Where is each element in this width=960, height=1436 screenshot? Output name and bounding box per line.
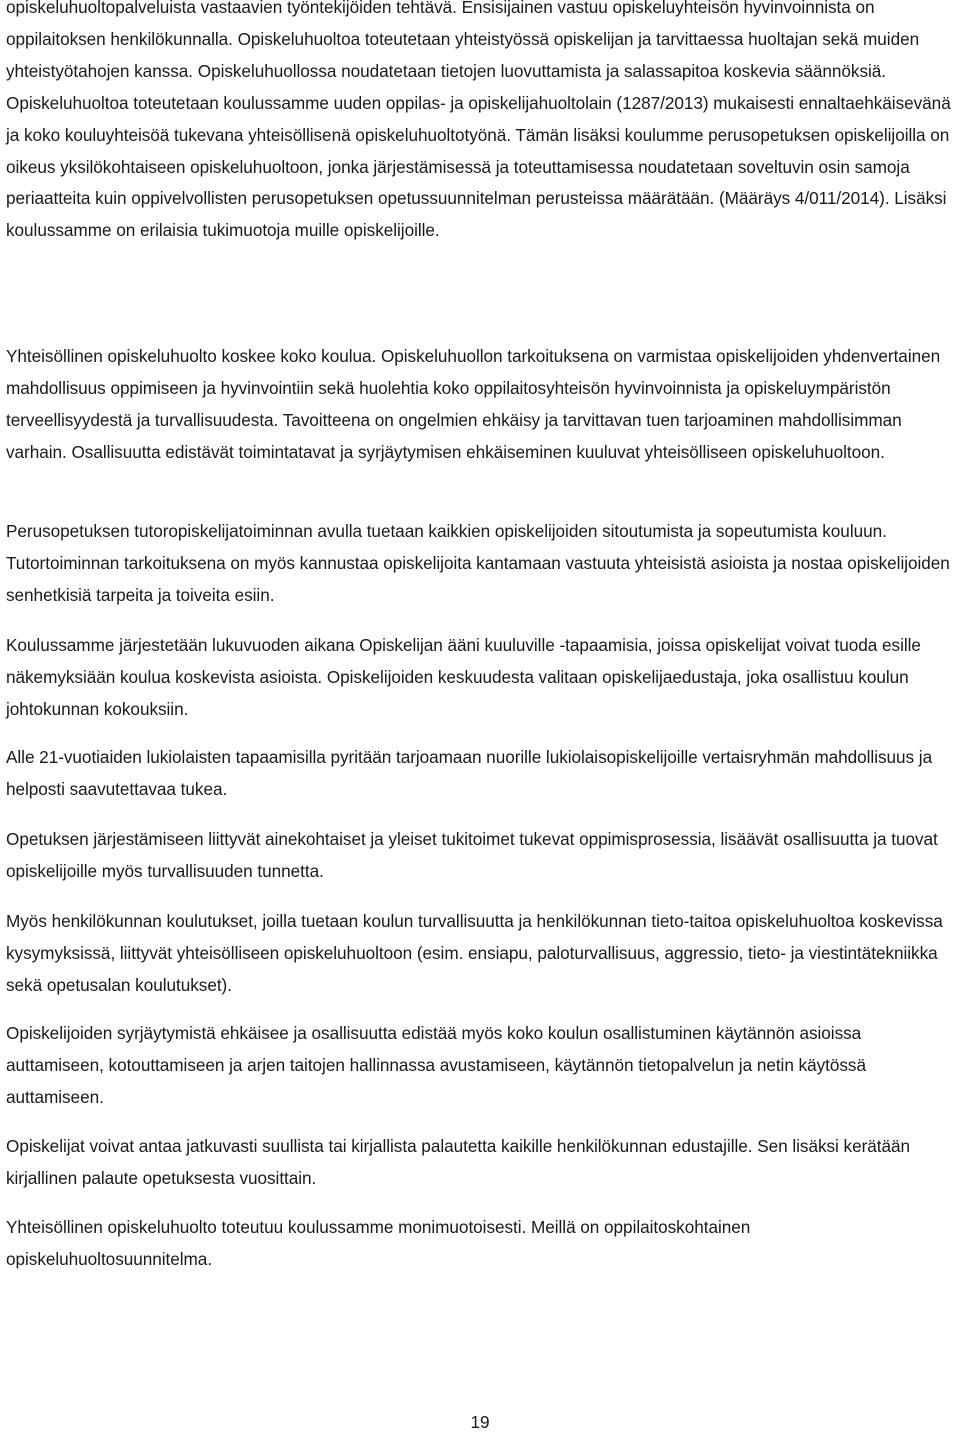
paragraph-6-text: Opetuksen järjestämiseen liittyvät ainekohtaiset ja yleiset tukitoimet tukevat oppimisprosessia, lisäävät osallisuutta ja tuovat opiskelijoille myös turvallisuuden tunnetta. bbox=[6, 829, 938, 881]
paragraph-9-text: Opiskelijat voivat antaa jatkuvasti suullista tai kirjallista palautetta kaikille henkilökunnan edustajille. Sen lisäksi kerätään kirjallinen palaute opetuksesta vuosittain. bbox=[6, 1136, 911, 1188]
paragraph-alle-21 bbox=[6, 742, 958, 806]
paragraph-henkilokunnan-koulutukset bbox=[6, 906, 958, 1002]
paragraph-opiskeluhuoltosuunnitelma bbox=[6, 1212, 958, 1276]
paragraph-3-text: Perusopetuksen tutoropiskelijatoiminnan avulla tuetaan kaikkien opiskelijoiden sitoutumista ja sopeutumista kouluun. Tutortoiminnan tarkoituksena on myös kannustaa opiskelijoita kantamaan vastuuta yhteisistä asioista ja nostaa opiskelijoiden senhetkisiä tarpeita ja toiveita esiin. bbox=[6, 521, 950, 605]
paragraph-5-text: Alle 21-vuotiaiden lukiolaisten tapaamisilla pyritään tarjoamaan nuorille lukiolaisopiskelijoille vertaisryhmän mahdollisuus ja helposti saavutettavaa tukea. bbox=[6, 747, 933, 799]
paragraph-2-text: Yhteisöllinen opiskeluhuolto koskee koko koulua. Opiskeluhuollon tarkoituksena on varmistaa opiskelijoiden yhdenvertainen mahdollisuus oppimiseen ja hyvinvointiin sekä huolehtia koko oppilaitosyhteisön hyvinvoinnista ja opiskeluympäristön terveellisyydestä ja turvallisuudesta. Tavoitteena on ongelmien ehkäisy ja tarvittavan tuen tarjoaminen mahdollisimman varhain. Osallisuutta edistävät toimintatavat ja syrjäytymisen ehkäiseminen kuuluvat yhteisölliseen opiskeluhuoltoon. bbox=[6, 346, 941, 462]
paragraph-opiskelijan-aani bbox=[6, 630, 958, 726]
paragraph-7-text: Myös henkilökunnan koulutukset, joilla tuetaan koulun turvallisuutta ja henkilökunnan tieto-taitoa opiskeluhuoltoa koskevissa kysymyksissä, liittyvät yhteisölliseen opiskeluhuoltoon (esim. ensiapu, paloturvallisuus, aggressio, tieto- ja viestintätekniikka sekä opetusalan koulutukset). bbox=[6, 911, 943, 995]
page-number: 19 bbox=[470, 1412, 490, 1432]
paragraph-1-part-1: opiskeluhuoltopalveluista vastaavien työntekijöiden tehtävä. Ensisijainen vastuu opiskeluyhteisön hyvinvoinnista on oppilaitoksen henkilökunnalla. Opiskeluhuoltoa toteutetaan yhteistyössä opiskelijan ja tarvittaessa huoltajan sekä muiden yhteistyötahojen kanssa. Opiskeluhuollossa noudatetaan tietojen luovuttamista ja salassapitoa koskevia säännöksiä. bbox=[6, 0, 920, 81]
paragraph-yhteisollinen-opiskeluhuolto bbox=[6, 341, 958, 469]
paragraph-10-text: Yhteisöllinen opiskeluhuolto toteutuu koulussamme monimuotoisesti. Meillä on oppilaitoskohtainen opiskeluhuoltosuunnitelma. bbox=[6, 1217, 751, 1269]
paragraph-tukitoimet bbox=[6, 824, 958, 888]
paragraph-syrjaytyminen bbox=[6, 1018, 958, 1114]
paragraph-tutoropiskelija bbox=[6, 516, 958, 612]
paragraph-8-text: Opiskelijoiden syrjäytymistä ehkäisee ja osallisuutta edistää myös koko koulun osallistuminen käytännön asioissa auttamiseen, kotouttamiseen ja arjen taitojen hallinnassa avustamiseen, käytännön tietopalvelun ja netin käytössä auttamiseen. bbox=[6, 1023, 866, 1107]
paragraph-opiskeluhuolto-intro bbox=[6, 0, 958, 247]
paragraph-1-part-2: Opiskeluhuoltoa toteutetaan koulussamme uuden oppilas- ja opiskelijahuoltolain (1287/2013) mukaisesti ennaltaehkäisevänä ja koko kouluyhteisöä tukevana yhteisöllisenä opiskeluhuoltotyönä. Tämän lisäksi koulumme perusopetuksen opiskelijoilla on oikeus yksilökohtaiseen opiskeluhuoltoon, jonka järjestämisessä ja toteuttamisessa noudatetaan soveltuvin osin samoja periaatteita kuin oppivelvollisten perusopetuksen opetussuunnitelman perusteissa määrätään. (Määräys 4/011/2014). Lisäksi koulussamme on erilaisia tukimuotoja muille opiskelijoille. bbox=[6, 92, 951, 241]
paragraph-palaute bbox=[6, 1131, 958, 1195]
paragraph-4-text: Koulussamme järjestetään lukuvuoden aikana Opiskelijan ääni kuuluville -tapaamisia, joissa opiskelijat voivat tuoda esille näkemyksiään koulua koskevista asioista. Opiskelijoiden keskuudesta valitaan opiskelijaedustaja, joka osallistuu koulun johtokunnan kokouksiin. bbox=[6, 635, 921, 719]
